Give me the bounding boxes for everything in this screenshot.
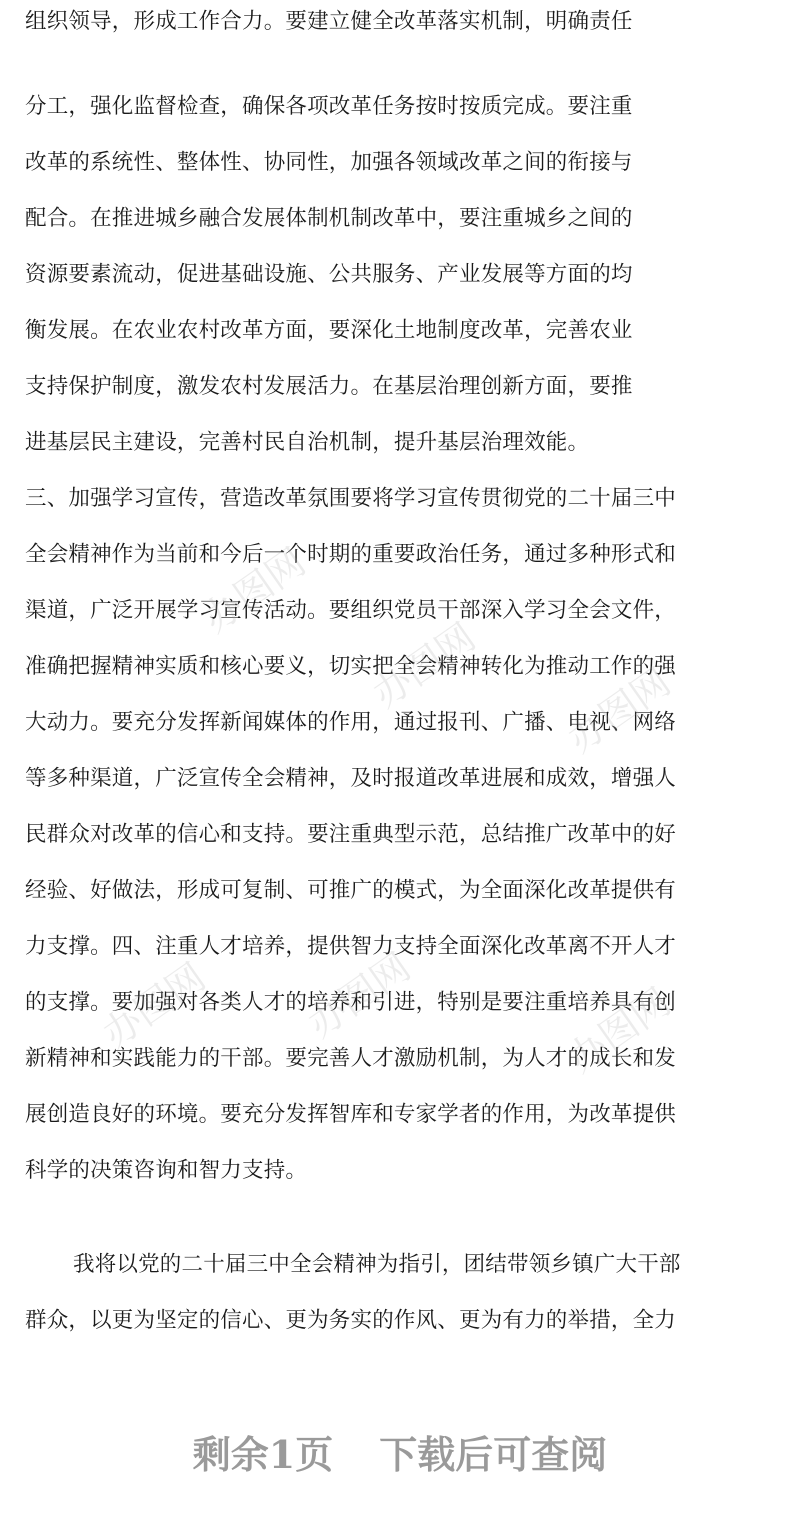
text-line: 科学的决策咨询和智力支持。 (25, 1158, 308, 1183)
text-line: 衡发展。在农业农村改革方面，要深化土地制度改革，完善农业 (25, 318, 633, 343)
section-heading-line: 三、加强学习宣传，营造改革氛围要将学习宣传贯彻党的二十届三中 (25, 486, 677, 511)
text-line: 展创造良好的环境。要充分发挥智库和专家学者的作用，为改革提供 (25, 1102, 677, 1127)
remaining-pages-label: 剩余1页 (192, 1432, 334, 1477)
text-line: 准确把握精神实质和核心要义，切实把全会精神转化为推动工作的强 (25, 654, 677, 679)
paragraph-start-line: 我将以党的二十届三中全会精神为指引，团结带领乡镇广大干部 (73, 1252, 681, 1277)
text-line: 进基层民主建设，完善村民自治机制，提升基层治理效能。 (25, 430, 590, 455)
text-line: 民群众对改革的信心和支持。要注重典型示范，总结推广改革中的好 (25, 822, 677, 847)
download-prompt[interactable] (0, 1425, 800, 1485)
watermark: 办图网 (559, 659, 679, 762)
text-line: 大动力。要充分发挥新闻媒体的作用，通过报刊、广播、电视、网络 (25, 710, 677, 735)
text-line: 配合。在推进城乡融合发展体制机制改革中，要注重城乡之间的 (25, 206, 633, 231)
text-line: 组织领导，形成工作合力。要建立健全改革落实机制，明确责任 (25, 9, 633, 34)
text-line: 改革的系统性、整体性、协同性，加强各领域改革之间的衔接与 (25, 150, 633, 175)
watermark: 办图网 (364, 614, 484, 717)
watermark: 办图网 (194, 539, 314, 642)
watermark: 办图网 (299, 944, 419, 1047)
text-line: 资源要素流动，促进基础设施、公共服务、产业发展等方面的均 (25, 262, 633, 287)
text-line: 的支撑。要加强对各类人才的培养和引进，特别是要注重培养具有创 (25, 990, 677, 1015)
text-line: 支持保护制度，激发农村发展活力。在基层治理创新方面，要推 (25, 374, 633, 399)
text-line: 全会精神作为当前和今后一个时期的重要政治任务，通过多种形式和 (25, 542, 677, 567)
text-line: 分工，强化监督检查，确保各项改革任务按时按质完成。要注重 (25, 94, 633, 119)
text-line: 新精神和实践能力的干部。要完善人才激励机制，为人才的成长和发 (25, 1046, 677, 1071)
text-line: 经验、好做法，形成可复制、可推广的模式，为全面深化改革提供有 (25, 878, 677, 903)
section-heading-line: 力支撑。四、注重人才培养，提供智力支持全面深化改革离不开人才 (25, 934, 677, 959)
download-to-view-label[interactable]: 下载后可查阅 (379, 1432, 608, 1477)
watermark: 办图网 (559, 979, 679, 1082)
text-line: 等多种渠道，广泛宣传全会精神，及时报道改革进展和成效，增强人 (25, 766, 677, 791)
watermark: 办图网 (94, 954, 214, 1057)
text-line: 群众，以更为坚定的信心、更为务实的作风、更为有力的举措，全力 (25, 1308, 677, 1333)
text-line: 渠道，广泛开展学习宣传活动。要组织党员干部深入学习全会文件， (25, 598, 677, 623)
